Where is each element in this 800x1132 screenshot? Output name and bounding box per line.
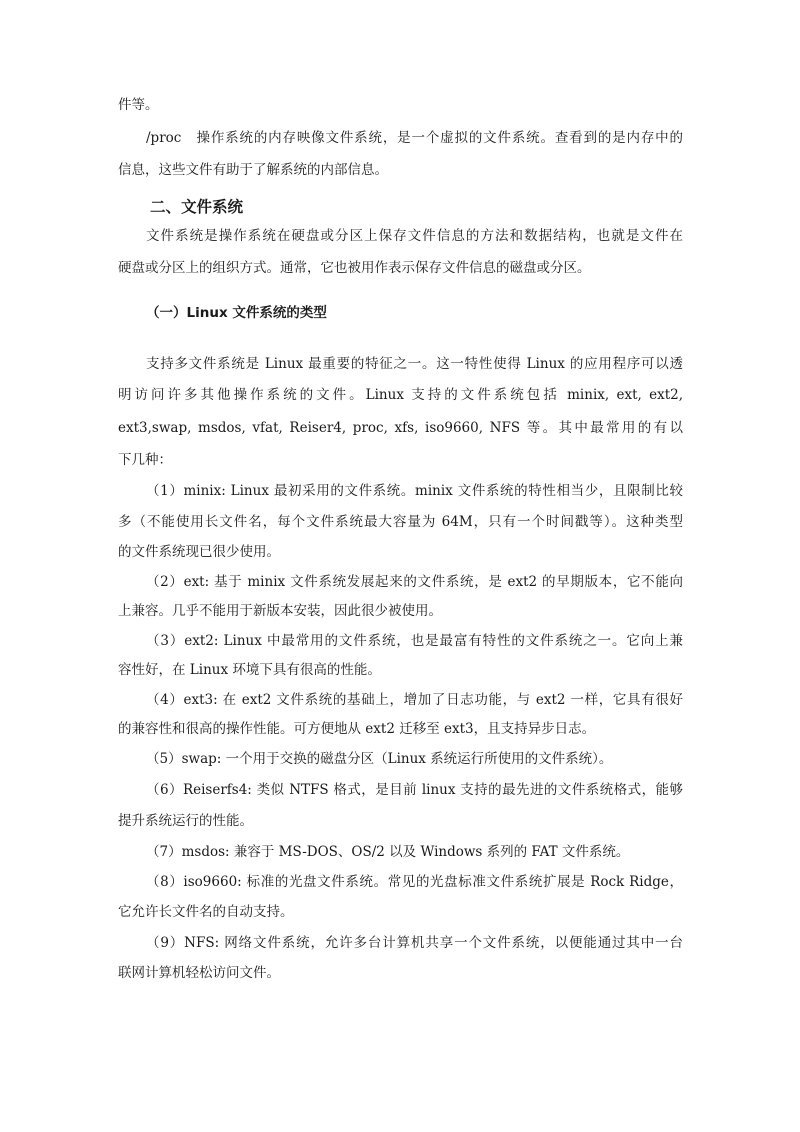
section-heading: 二、文件系统 <box>150 198 244 216</box>
section-intro-line: 硬盘或分区上的组织方式。通常，它也被用作表示保存文件信息的磁盘或分区。 <box>118 260 591 276</box>
list-item-line: （8）iso9660: 标准的光盘文件系统。常见的光盘标准文件系统扩展是 Rock Ridge， <box>146 874 683 890</box>
list-item-line: （7）msdos: 兼容于 MS-DOS、OS/2 以及 Windows 系列的 FAT 文件系统。 <box>146 844 630 860</box>
list-item-line: 上兼容。几乎不能用于新版本安装，因此很少被使用。 <box>118 603 442 619</box>
subsection-heading: （一）Linux 文件系统的类型 <box>146 305 327 321</box>
list-item-line: 容性好，在 Linux 环境下具有很高的性能。 <box>118 662 381 678</box>
list-item-line: 的兼容性和很高的操作性能。可方便地从 ext2 迁移至 ext3，且支持异步日志。 <box>118 721 596 737</box>
list-item-line: （4）ext3: 在 ext2 文件系统的基础上，增加了日志功能，与 ext2 一样，它具有很好 <box>146 692 683 708</box>
intro-line: 信息，这些文件有助于了解系统的内部信息。 <box>118 162 388 178</box>
paragraph-line: 下几种： <box>118 452 172 468</box>
section-intro-line: 文件系统是操作系统在硬盘或分区上保存文件信息的方法和数据结构，也就是文件在 <box>146 228 683 244</box>
list-item-line: （2）ext: 基于 minix 文件系统发展起来的文件系统，是 ext2 的早期版本，它不能向 <box>146 574 683 590</box>
list-item-line: （3）ext2: Linux 中最常用的文件系统，也是最富有特性的文件系统之一。它向上兼 <box>146 633 683 649</box>
list-item-line: （5）swap: 一个用于交换的磁盘分区（Linux 系统运行所使用的文件系统）。 <box>146 751 613 767</box>
paragraph-line: ext3,swap, msdos, vfat, Reiser4, proc, xfs, iso9660, NFS 等。其中最常用的有以 <box>118 420 683 436</box>
paragraph-line: 支持多文件系统是 Linux 最重要的特征之一。这一特性使得 Linux 的应用程序可以透 <box>146 356 683 372</box>
list-item-line: 它允许长文件名的自动支持。 <box>118 904 294 920</box>
list-item-line: 提升系统运行的性能。 <box>118 813 253 829</box>
paragraph-line: 明访问许多其他操作系统的文件。Linux 支持的文件系统包括 minix, ext, ext2, <box>118 387 683 403</box>
list-item-line: 多（不能使用长文件名，每个文件系统最大容量为 64M，只有一个时间戳等）。这种类型 <box>118 514 683 530</box>
list-item-line: 的文件系统现已很少使用。 <box>118 544 280 560</box>
list-item-line: （9）NFS: 网络文件系统，允许多台计算机共享一个文件系统，以便能通过其中一台 <box>146 935 683 951</box>
intro-line: /proc 操作系统的内存映像文件系统，是一个虚拟的文件系统。查看到的是内存中的 <box>146 130 683 146</box>
list-item-line: （1）minix: Linux 最初采用的文件系统。minix 文件系统的特性相当少，且限制比较 <box>146 483 683 499</box>
list-item-line: 联网计算机轻松访问文件。 <box>118 965 280 981</box>
list-item-line: （6）Reiserfs4: 类似 NTFS 格式，是目前 linux 支持的最先进的文件系统格式，能够 <box>146 782 683 798</box>
intro-line: 件等。 <box>118 97 159 113</box>
